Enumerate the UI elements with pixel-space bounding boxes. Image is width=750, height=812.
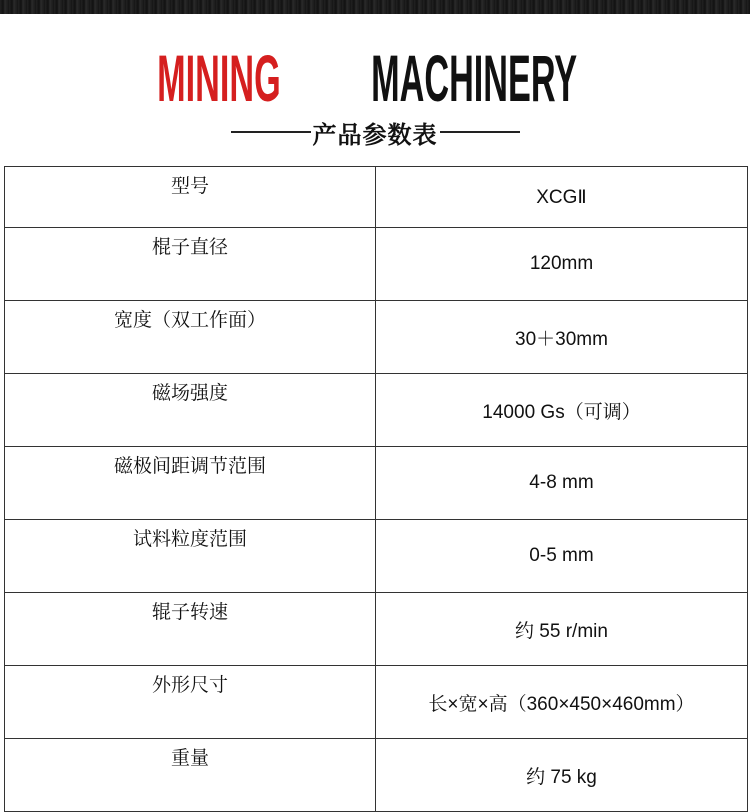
table-row xyxy=(5,447,748,520)
row-label: 棍子直径 xyxy=(5,228,376,301)
title-part-red: MINING xyxy=(157,41,281,115)
row-value: 约 75 kg xyxy=(376,739,748,812)
table-row xyxy=(5,228,748,301)
row-value: 30＋30mm xyxy=(376,301,748,374)
row-value: 0-5 mm xyxy=(376,520,748,593)
page-title xyxy=(0,38,750,118)
row-value: 120mm xyxy=(376,228,748,301)
subtitle-left-rule xyxy=(231,131,311,133)
row-value: 14000 Gs（可调） xyxy=(376,374,748,447)
row-label: 辊子转速 xyxy=(5,593,376,666)
top-decorative-band xyxy=(0,0,750,14)
title-part-black: MACHINERY xyxy=(371,41,577,115)
row-label: 宽度（双工作面） xyxy=(5,301,376,374)
subtitle: 产品参数表 xyxy=(312,120,438,149)
row-label: 重量 xyxy=(5,739,376,812)
row-label: 试料粒度范围 xyxy=(5,520,376,593)
row-value: XCGⅡ xyxy=(376,167,748,228)
table-row xyxy=(5,374,748,447)
row-label: 磁场强度 xyxy=(5,374,376,447)
table-row xyxy=(5,666,748,739)
row-label: 外形尺寸 xyxy=(5,666,376,739)
table-row xyxy=(5,739,748,812)
row-value: 长×宽×高（360×450×460mm） xyxy=(376,666,748,739)
row-label: 磁极间距调节范围 xyxy=(5,447,376,520)
row-value: 4-8 mm xyxy=(376,447,748,520)
row-value: 约 55 r/min xyxy=(376,593,748,666)
table-row xyxy=(5,593,748,666)
subtitle-right-rule xyxy=(440,131,520,133)
spec-table xyxy=(4,166,748,812)
table-row xyxy=(5,301,748,374)
table-row xyxy=(5,520,748,593)
table-row xyxy=(5,167,748,228)
row-label: 型号 xyxy=(5,167,376,228)
subtitle-block xyxy=(0,116,750,148)
